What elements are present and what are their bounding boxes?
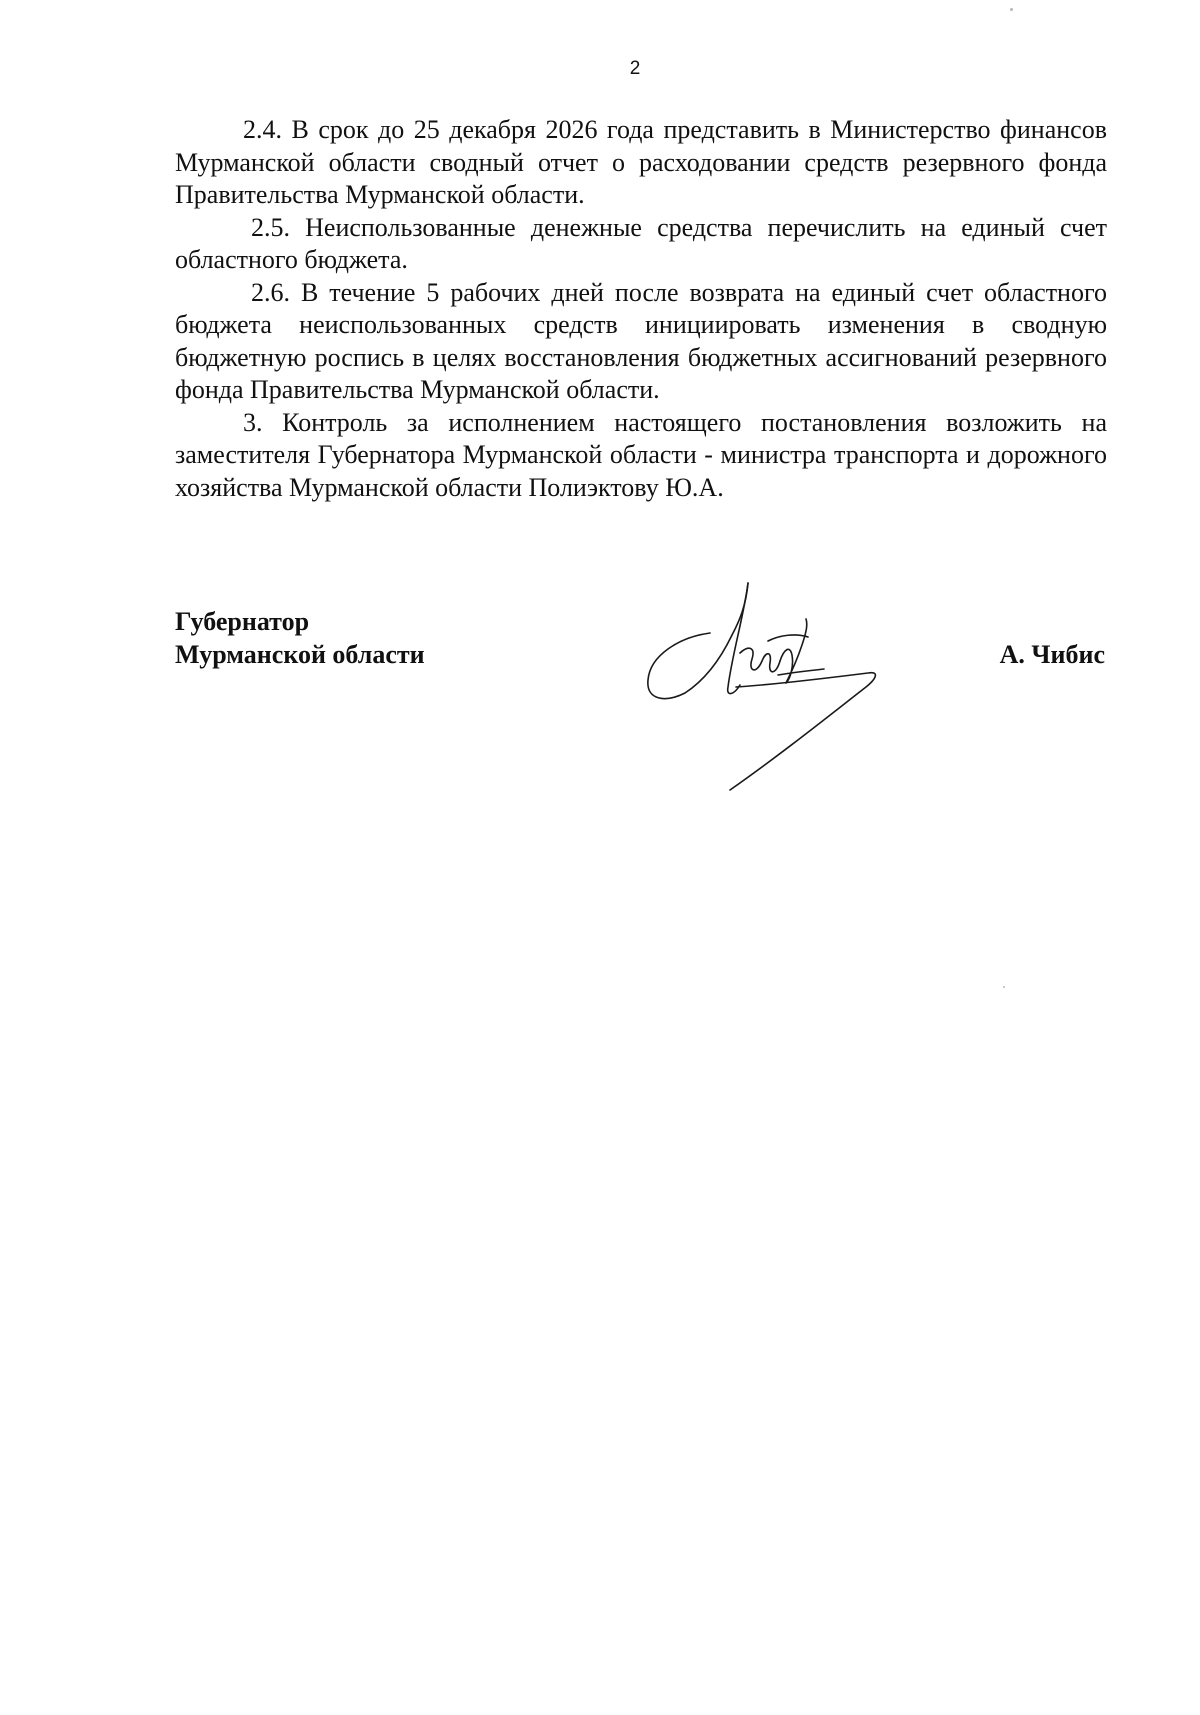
document-body	[175, 114, 1107, 504]
signatory-name: А. Чибис	[999, 640, 1105, 669]
signatory-position-title: Губернатор	[175, 607, 310, 636]
paragraph-2-4: 2.4. В срок до 25 декабря 2026 года представить в Министерство финансов Мурманской области сводный отчет о расходовании средств резервного фонда Правительства Мурманской области.	[175, 115, 1107, 209]
paragraph-2-5: 2.5. Неиспользованные денежные средства перечислить на единый счет областного бюджета.	[175, 212, 1107, 274]
signatory-position-region: Мурманской области	[175, 640, 425, 669]
page-number: 2	[629, 58, 641, 79]
paragraph-3: 3. Контроль за исполнением настоящего постановления возложить на заместителя Губернатора Мурманской области - министра транспорта и дорожного хозяйства Мурманской области Полиэктову Ю.А.	[175, 407, 1107, 502]
scan-artifact	[1010, 8, 1013, 11]
paragraph-2-6: 2.6. В течение 5 рабочих дней после возврата на единый счет областного бюджета неиспользованных средств инициировать изменения в сводную бюджетную роспись в целях восстановления бюджетных ассигнований резервного фонда Правительства Мурманской области.	[175, 277, 1107, 404]
signatory-position	[175, 605, 425, 671]
handwritten-signature	[640, 575, 900, 795]
scan-artifact	[1003, 986, 1005, 988]
